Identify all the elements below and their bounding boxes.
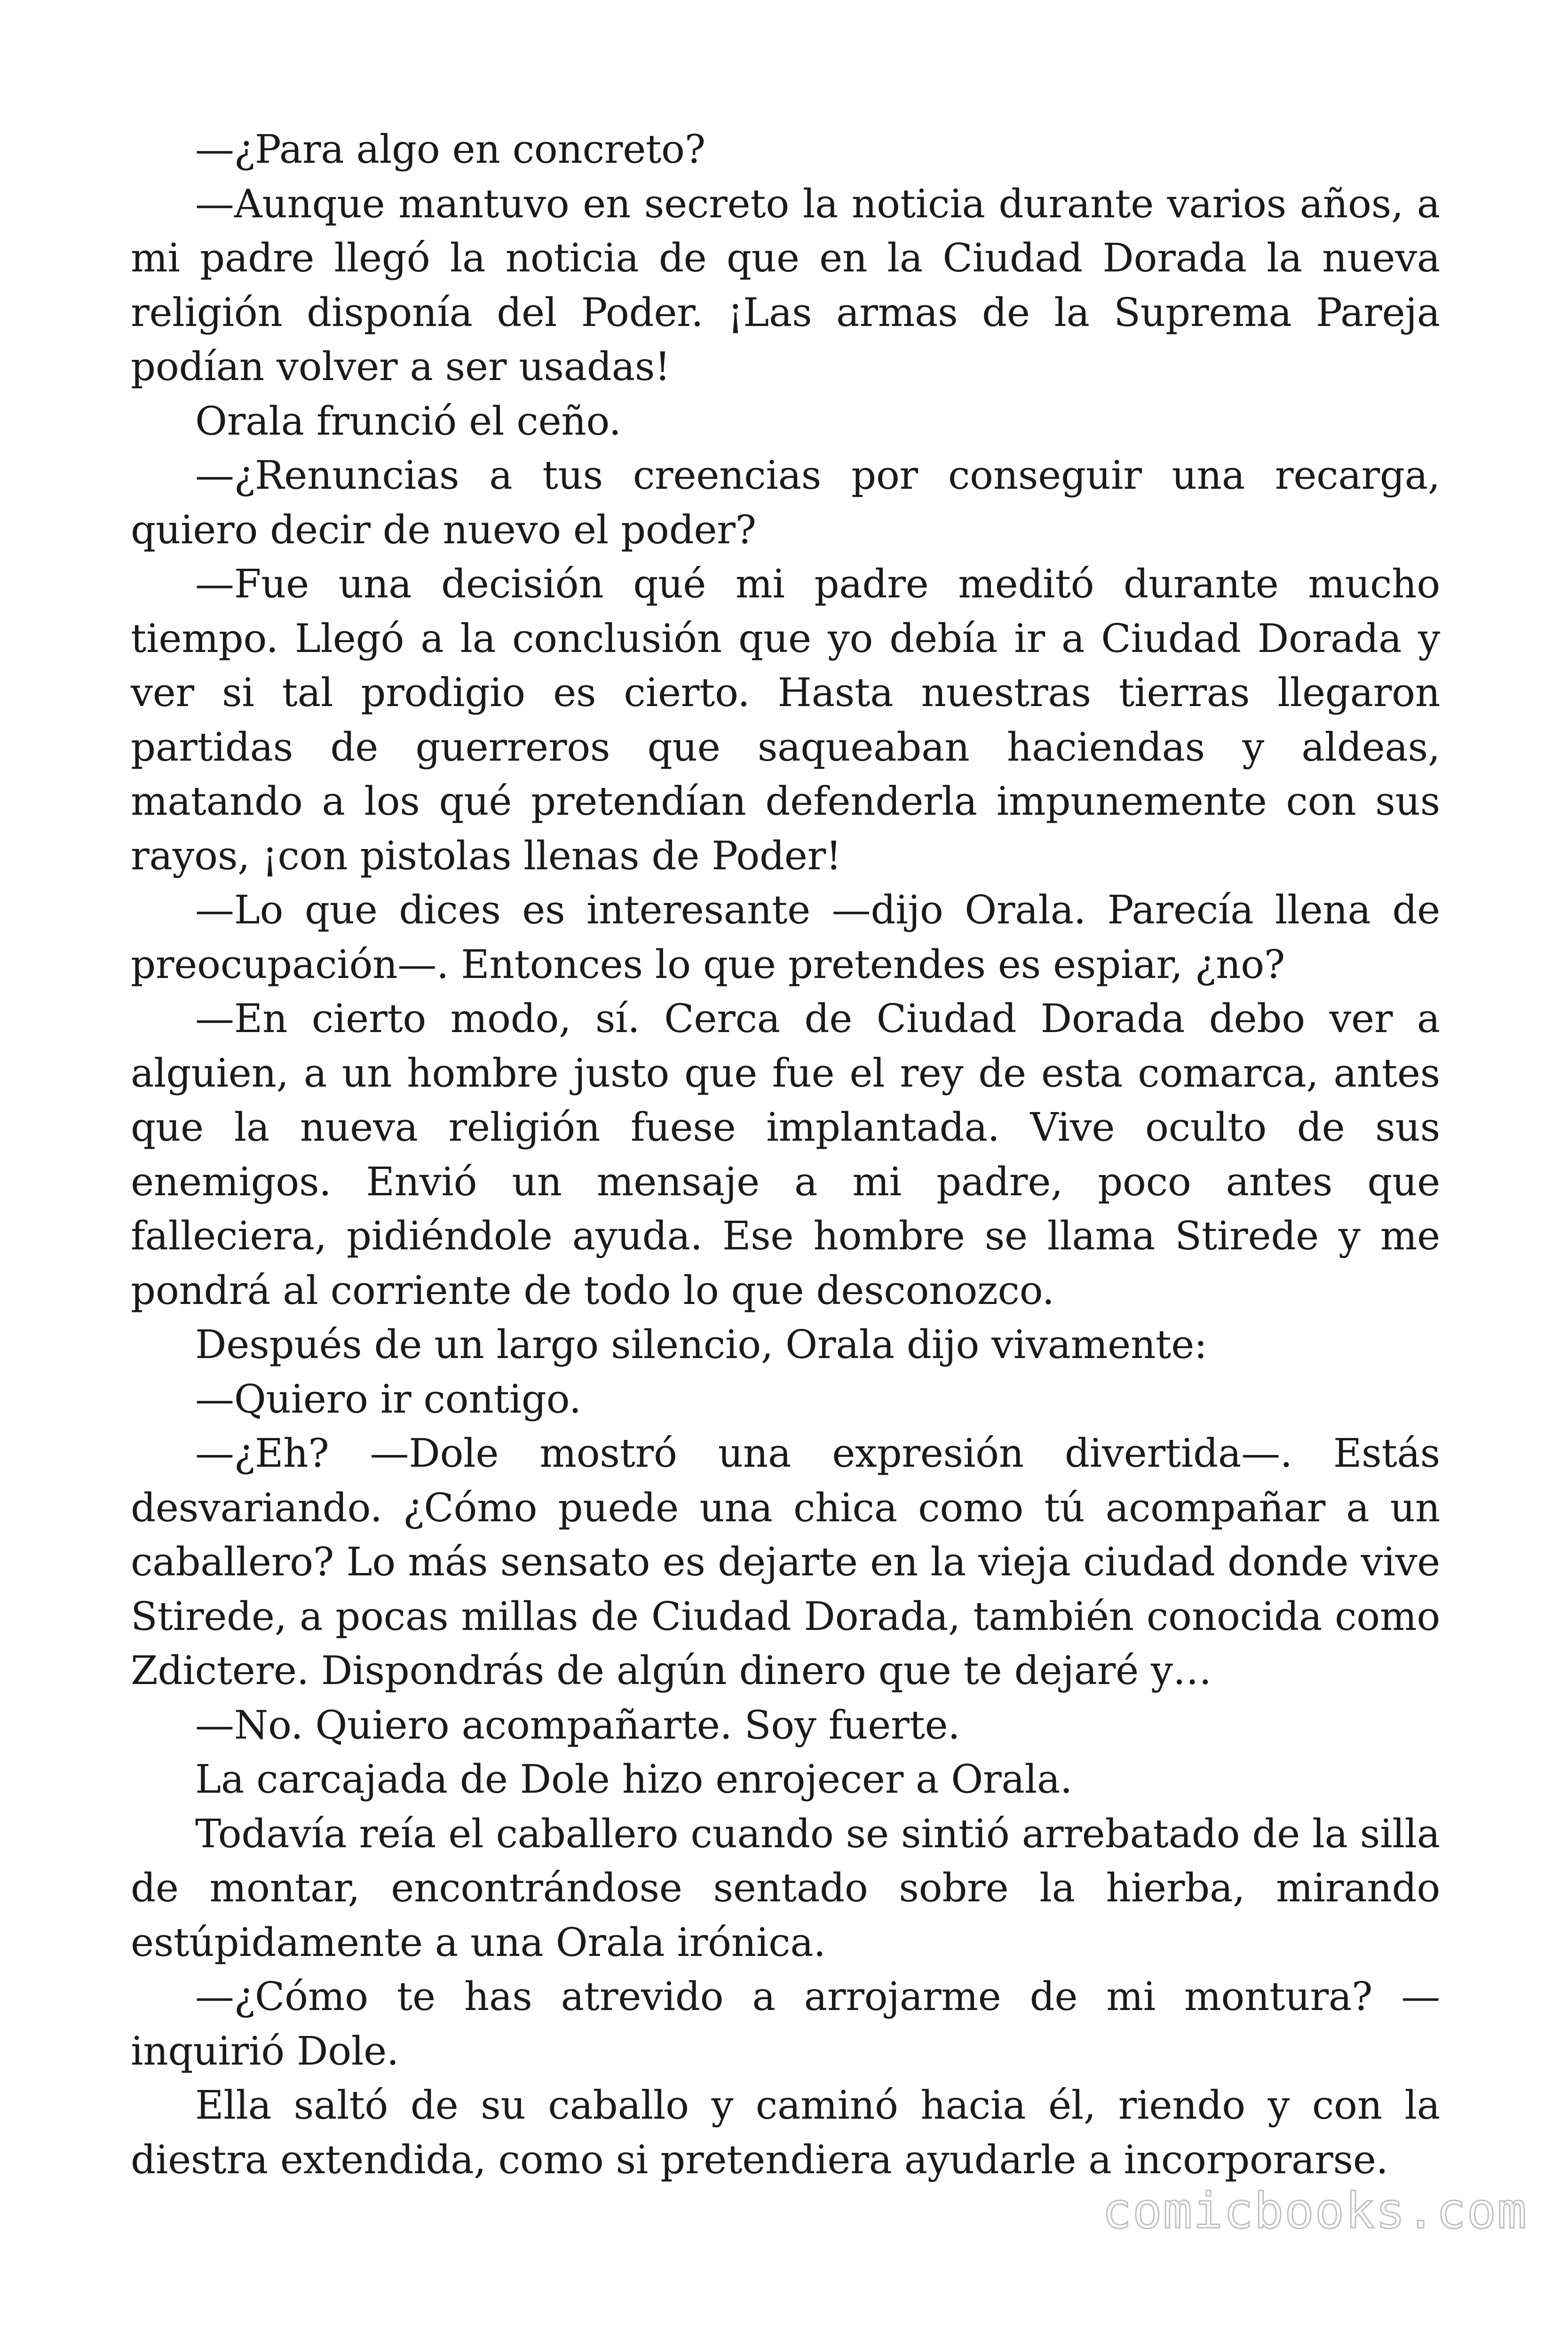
paragraph: Orala frunció el ceño. [195,398,621,444]
paragraph: Todavía reía el caballero cuando se sintió arrebatado de la silla de montar, encontrándose sentado sobre la hierba, mirando estúpidamente a una Orala irónica. [131,1811,1440,1965]
paragraph: —No. Quiero acompañarte. Soy fuerte. [195,1702,960,1748]
body-text [131,122,1440,2187]
paragraph: —¿Renuncias a tus creencias por conseguir una recarga, quiero decir de nuevo el poder? [131,453,1440,553]
paragraph: —En cierto modo, sí. Cerca de Ciudad Dorada debo ver a alguien, a un hombre justo que fue el rey de esta comarca, antes que la nueva religión fuese implantada. Vive oculto de sus enemigos. Envió un mensaje a mi padre, poco antes que falleciera, pidiéndole ayuda. Ese hombre se llama Stirede y me pondrá al corriente de todo lo que desconozco. [131,996,1440,1313]
paragraph: —Aunque mantuvo en secreto la noticia durante varios años, a mi padre llegó la noticia de que en la Ciudad Dorada la nueva religión disponía del Poder. ¡Las armas de la Suprema Pareja podían volver a ser usadas! [131,181,1440,389]
paragraph: —Quiero ir contigo. [195,1376,581,1422]
paragraph: —¿Para algo en concreto? [195,127,705,172]
paragraph: —Fue una decisión qué mi padre meditó durante mucho tiempo. Llegó a la conclusión que yo debía ir a Ciudad Dorada y ver si tal prodigio es cierto. Hasta nuestras tierras llegaron partidas de guerreros que saqueaban haciendas y aldeas, matando a los qué pretendían defenderla impunemente con sus rayos, ¡con pistolas llenas de Poder! [131,561,1440,879]
paragraph: —¿Eh? —Dole mostró una expresión divertida—. Estás desvariando. ¿Cómo puede una chica como tú acompañar a un caballero? Lo más sensato es dejarte en la vieja ciudad donde vive Stirede, a pocas millas de Ciudad Dorada, también conocida como Zdictere. Dispondrás de algún dinero que te dejaré y… [131,1430,1440,1693]
watermark: comicbooks.com [1102,2182,1528,2240]
paragraph: —Lo que dices es interesante —dijo Orala. Parecía llena de preocupación—. Entonces lo que pretendes es espiar, ¿no? [131,887,1440,987]
paragraph: Después de un largo silencio, Orala dijo vivamente: [195,1322,1207,1367]
paragraph: —¿Cómo te has atrevido a arrojarme de mi montura? —inquirió Dole. [131,1974,1440,2074]
paragraph: Ella saltó de su caballo y caminó hacia él, riendo y con la diestra extendida, como si pretendiera ayudarle a incorporarse. [131,2082,1440,2183]
paragraph: La carcajada de Dole hizo enrojecer a Orala. [195,1756,1073,1802]
